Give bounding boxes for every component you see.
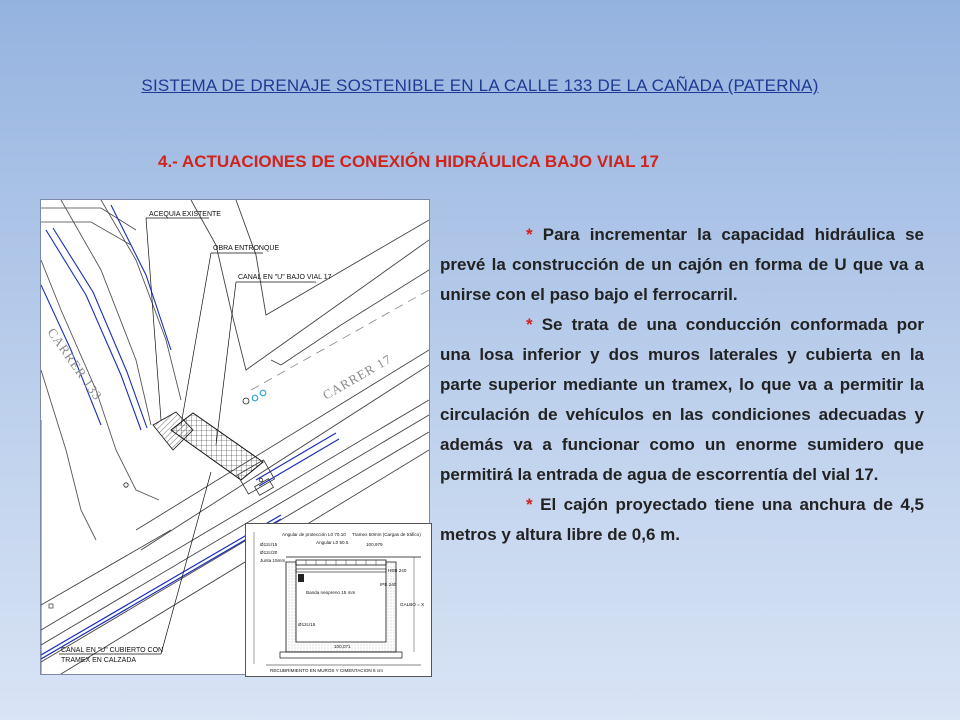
- page-title: SISTEMA DE DRENAJE SOSTENIBLE EN LA CALLE 133 DE LA CAÑADA (PATERNA): [141, 76, 819, 95]
- bullet-star: *: [526, 495, 533, 514]
- paragraph-1: [440, 220, 924, 310]
- cross-section-detail: [245, 523, 432, 677]
- section-subtitle: 4.- ACTUACIONES DE CONEXIÓN HIDRÁULICA BAJO VIAL 17: [158, 152, 659, 171]
- canal-lines-133: [41, 205, 171, 430]
- bullet-star: *: [526, 225, 533, 244]
- paragraph-1-text: Para incrementar la capacidad hidráulica se prevé la construcción de un cajón en forma de U que va a unirse con el paso bajo el ferrocarril.: [440, 225, 924, 304]
- label-canal-cubierto-2: TRAMEX EN CALZADA: [61, 657, 137, 664]
- plan-drawing: [40, 199, 430, 675]
- label-obra: OBRA ENTRONQUE: [213, 245, 280, 252]
- label-canal-cubierto-1: CANAL EN "U" CUBIERTO CON: [61, 647, 164, 654]
- detail-angular-1: Angular de protección L0 70.10: [282, 532, 346, 537]
- paragraph-2-text: Se trata de una conducción conformada por una losa inferior y dos muros laterales y cubierta en la parte superior mediante un tramex, lo que va a permitir la circulación de vehículos en las condiciones adecuadas y además va a funcionar como un enorme sumidero que permitirá la entrada de agua de escorrentía del vial 17.: [440, 315, 924, 484]
- street-17-block: [191, 200, 429, 370]
- paragraph-3-text: El cajón proyectado tiene una anchura de 4,5 metros y altura libre de 0,6 m.: [440, 495, 924, 544]
- detail-dim-100-bottom: 100,071: [334, 644, 351, 649]
- label-acequia: ACEQUIA EXISTENTE: [149, 211, 221, 218]
- detail-galbo: GALBO = X: [400, 602, 425, 607]
- detail-phi-15-bottom: Ø12c/15: [298, 622, 316, 627]
- detail-recubrimiento: RECUBRIMIENTO EN MUROS Y CIMENTACION 5 cm: [270, 668, 383, 673]
- detail-angular-2: Angular L0 50.5: [316, 540, 349, 545]
- street-133-edges: [41, 200, 181, 540]
- paragraph-2: [440, 310, 924, 490]
- label-street-17: CARRER 17: [320, 350, 395, 403]
- detail-phi-20: Ø12c/20: [260, 550, 278, 555]
- detail-dim-100-top: 100,979: [366, 542, 383, 547]
- detail-banda: Banda neopreno 15 mm: [306, 590, 356, 595]
- detail-ipe: IPE 240: [380, 582, 397, 587]
- detail-svg: [246, 524, 431, 676]
- parcel-lines-top: [41, 208, 136, 674]
- label-street-133: CARRER 133: [44, 325, 106, 404]
- detail-junta: Junta 15mm: [260, 558, 286, 563]
- detail-heb: HEB 240: [388, 568, 407, 573]
- label-canal-u: CANAL EN "U" BAJO VIAL 17: [238, 274, 332, 281]
- paragraph-3: [440, 490, 924, 550]
- detail-phi-15-top: Ø12c/15: [260, 542, 278, 547]
- bullet-star: *: [526, 315, 533, 334]
- detail-tramex: Tramex 50mm (Cargas de tráfico): [352, 532, 421, 537]
- body-text: [440, 220, 924, 550]
- canal-u-grid: [171, 413, 263, 480]
